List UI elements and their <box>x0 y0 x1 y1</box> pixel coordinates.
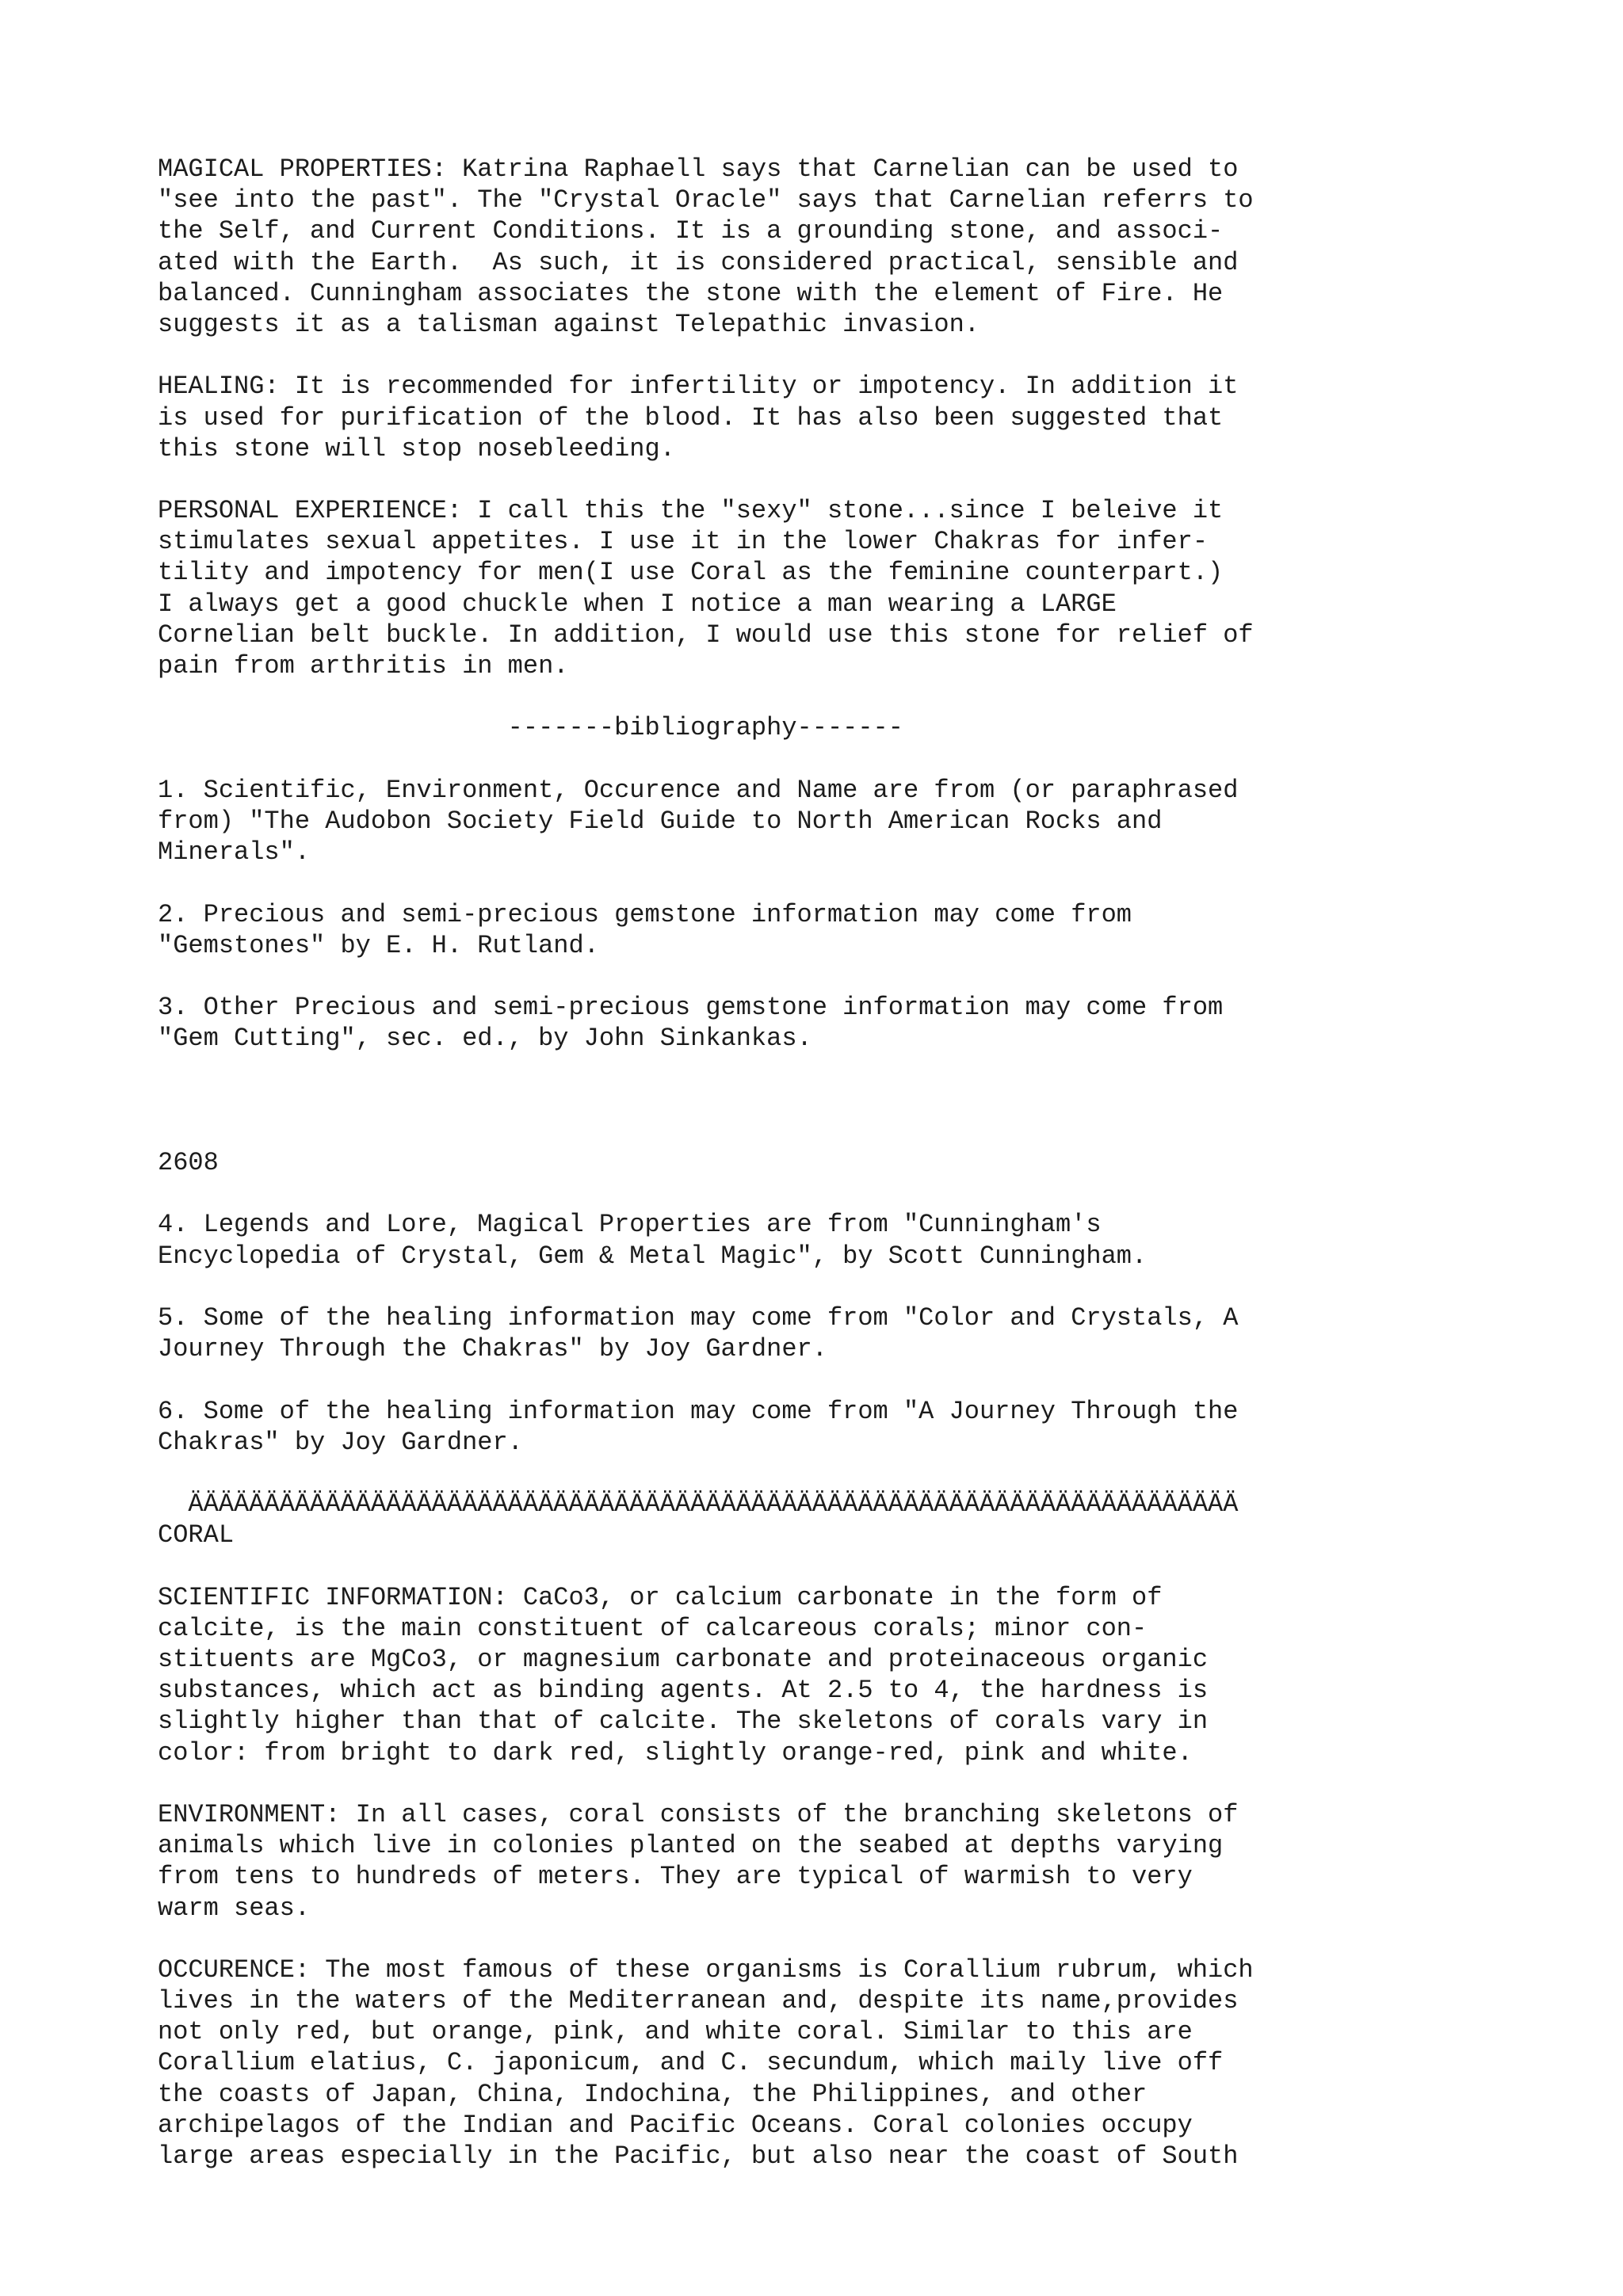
text-line: Corallium elatius, C. japonicum, and C. secundum, which maily live off <box>158 2048 1224 2078</box>
text-line: ENVIRONMENT: In all cases, coral consists of the branching skeletons of <box>158 1799 1239 1829</box>
scientific-information-paragraph <box>158 1582 1521 1768</box>
bibliography-item-1 <box>158 775 1521 868</box>
text-line: ated with the Earth. As such, it is considered practical, sensible and <box>158 247 1239 277</box>
section-title: CORAL <box>158 1520 235 1550</box>
section-divider: ÄÄÄÄÄÄÄÄÄÄÄÄÄÄÄÄÄÄÄÄÄÄÄÄÄÄÄÄÄÄÄÄÄÄÄÄÄÄÄÄÄÄÄÄÄÄÄÄÄÄÄÄÄÄÄÄÄÄÄÄÄÄÄÄÄÄÄÄÄ <box>158 1489 1239 1520</box>
text-line: archipelagos of the Indian and Pacific Oceans. Coral colonies occupy <box>158 2110 1193 2140</box>
magical-properties-paragraph <box>158 154 1521 340</box>
text-line: "Gem Cutting", sec. ed., by John Sinkankas. <box>158 1024 812 1054</box>
environment-paragraph <box>158 1799 1521 1924</box>
text-line: not only red, but orange, pink, and white coral. Similar to this are <box>158 2017 1193 2047</box>
text-line: suggests it as a talisman against Telepathic invasion. <box>158 309 980 339</box>
bibliography-item-6 <box>158 1396 1521 1458</box>
text-line: OCCURENCE: The most famous of these organisms is Corallium rubrum, which <box>158 1955 1254 1985</box>
text-line: Cornelian belt buckle. In addition, I would use this stone for relief of <box>158 620 1254 650</box>
text-line: Minerals". <box>158 837 311 868</box>
page-number: 2608 <box>158 1148 219 1178</box>
text-line: SCIENTIFIC INFORMATION: CaCo3, or calcium carbonate in the form of <box>158 1582 1163 1612</box>
text-line: the coasts of Japan, China, Indochina, the Philippines, and other <box>158 2079 1148 2109</box>
text-line: is used for purification of the blood. It has also been suggested that <box>158 402 1224 433</box>
text-line: from) "The Audobon Society Field Guide to North American Rocks and <box>158 806 1163 836</box>
text-line: slightly higher than that of calcite. The skeletons of corals vary in <box>158 1707 1209 1737</box>
text-line: warm seas. <box>158 1893 311 1923</box>
text-line: Chakras" by Joy Gardner. <box>158 1427 523 1457</box>
text-line: 2. Precious and semi-precious gemstone information may come from <box>158 899 1132 929</box>
text-line: pain from arthritis in men. <box>158 651 569 681</box>
text-line: tility and impotency for men(I use Coral as the feminine counterpart.) <box>158 558 1224 588</box>
text-line: 5. Some of the healing information may come from "Color and Crystals, A <box>158 1302 1239 1333</box>
bibliography-item-2 <box>158 899 1521 961</box>
text-line: this stone will stop nosebleeding. <box>158 433 675 463</box>
text-line: "Gemstones" by E. H. Rutland. <box>158 930 599 960</box>
text-line: 6. Some of the healing information may come from "A Journey Through the <box>158 1396 1239 1426</box>
text-line: the Self, and Current Conditions. It is a grounding stone, and associ- <box>158 216 1224 246</box>
text-line: large areas especially in the Pacific, but also near the coast of South <box>158 2142 1239 2172</box>
occurence-paragraph <box>158 1955 1521 2172</box>
text-line: 1. Scientific, Environment, Occurence and Name are from (or paraphrased <box>158 775 1239 805</box>
personal-experience-paragraph <box>158 495 1521 681</box>
healing-paragraph <box>158 371 1521 464</box>
text-line: stimulates sexual appetites. I use it in the lower Chakras for infer- <box>158 527 1209 557</box>
text-line: Journey Through the Chakras" by Joy Gardner. <box>158 1334 827 1364</box>
text-line: 4. Legends and Lore, Magical Properties are from "Cunningham's <box>158 1210 1102 1240</box>
text-line: Encyclopedia of Crystal, Gem & Metal Magic", by Scott Cunningham. <box>158 1241 1148 1271</box>
bibliography-item-4 <box>158 1209 1521 1271</box>
text-line: from tens to hundreds of meters. They are typical of warmish to very <box>158 1862 1193 1892</box>
text-line: PERSONAL EXPERIENCE: I call this the "sexy" stone...since I beleive it <box>158 496 1224 526</box>
text-line: stituents are MgCo3, or magnesium carbonate and proteinaceous organic <box>158 1645 1209 1675</box>
text-line: animals which live in colonies planted on the seabed at depths varying <box>158 1831 1224 1861</box>
text-line: MAGICAL PROPERTIES: Katrina Raphaell says that Carnelian can be used to <box>158 154 1239 184</box>
text-line: color: from bright to dark red, slightly orange-red, pink and white. <box>158 1737 1193 1768</box>
text-line: calcite, is the main constituent of calcareous corals; minor con- <box>158 1613 1148 1643</box>
bibliography-heading: -------bibliography------- <box>158 713 903 743</box>
text-line: lives in the waters of the Mediterranean and, despite its name,provides <box>158 1986 1239 2016</box>
text-line: substances, which act as binding agents. At 2.5 to 4, the hardness is <box>158 1676 1209 1706</box>
text-line: "see into the past". The "Crystal Oracle" says that Carnelian referrs to <box>158 185 1254 215</box>
text-line: balanced. Cunningham associates the stone with the element of Fire. He <box>158 278 1224 308</box>
text-line: I always get a good chuckle when I notice a man wearing a LARGE <box>158 589 1117 619</box>
text-line: 3. Other Precious and semi-precious gemstone information may come from <box>158 993 1224 1023</box>
text-line: HEALING: It is recommended for infertility or impotency. In addition it <box>158 372 1239 402</box>
bibliography-item-5 <box>158 1302 1521 1364</box>
document-page <box>158 154 1521 2172</box>
bibliography-item-3 <box>158 992 1521 1054</box>
